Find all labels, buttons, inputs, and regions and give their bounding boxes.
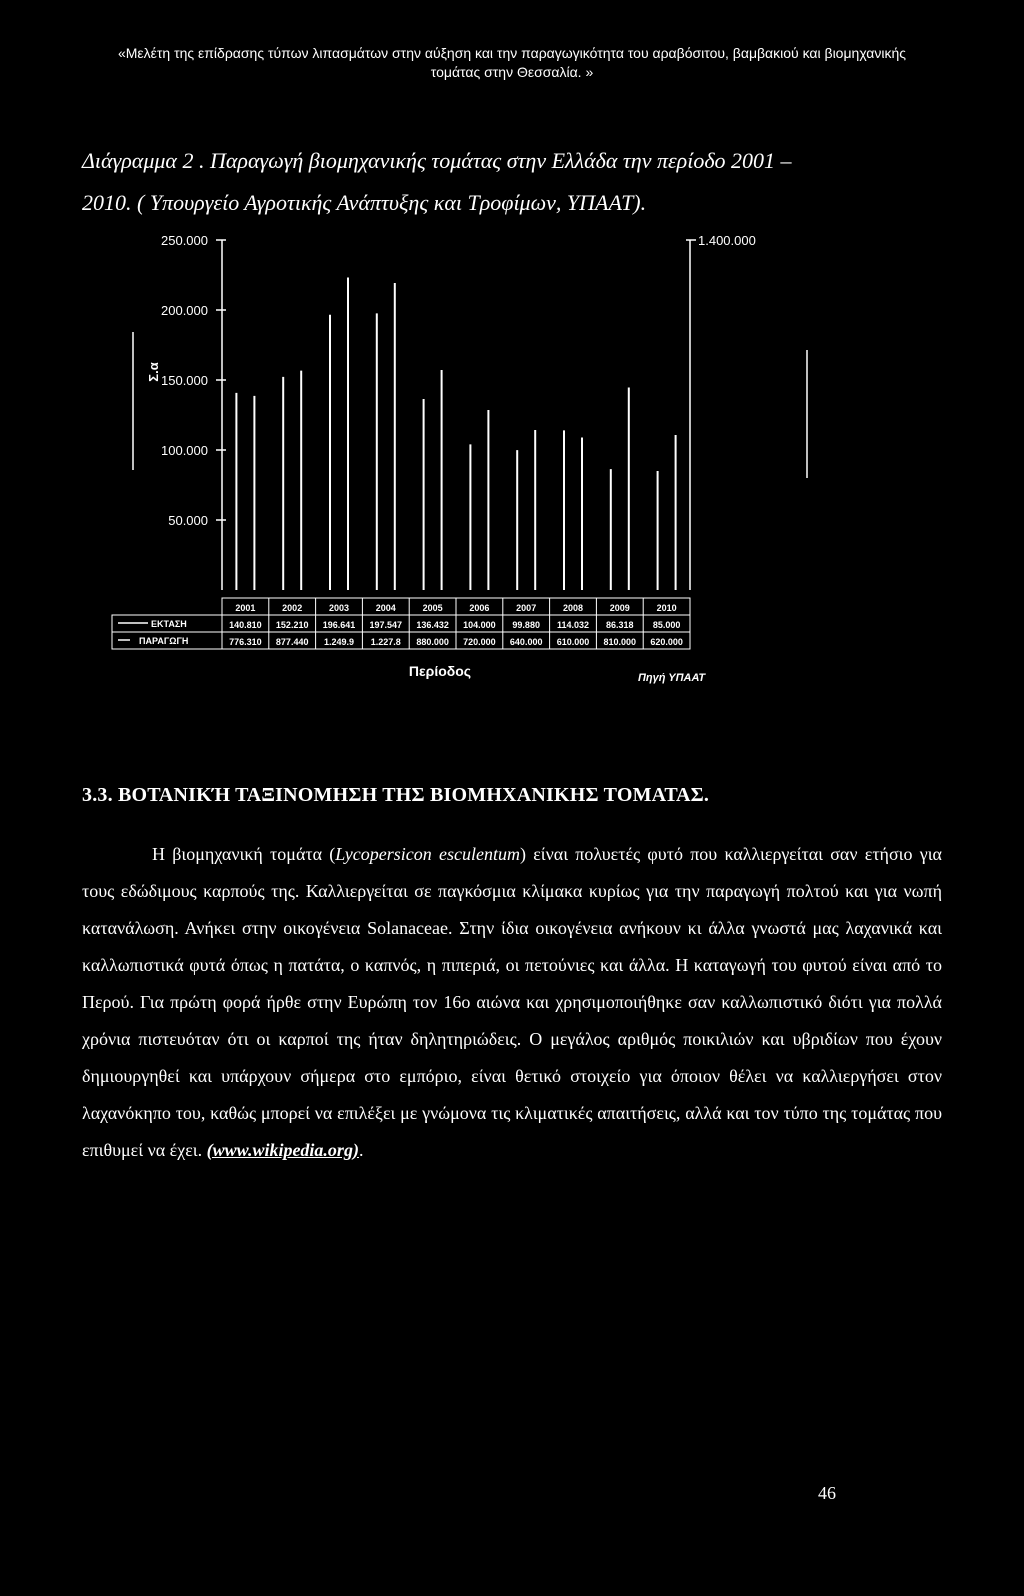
right-axis-tick-label: 1.400.000 (698, 233, 756, 248)
body-intro: Η βιομηχανική τομάτα ( (152, 844, 336, 864)
left-axis-tick-label: 50.000 (168, 513, 208, 528)
left-axis-label: Σ.α (146, 362, 161, 382)
caption-line-2: 2010. ( Υπουργείο Αγροτικής Ανάπτυξης και Τροφίμων, ΥΠΑΑΤ). (82, 190, 647, 215)
table-area-value: 197.547 (369, 620, 403, 630)
production-chart (0, 0, 1024, 700)
legend-area-label: ΕΚΤΑΣΗ (151, 619, 187, 629)
left-axis-tick-label: 150.000 (161, 373, 208, 388)
section-heading: 3.3. ΒΟΤΑΝΙΚΉ ΤΑΞΙΝΟΜΗΣΗ ΤΗΣ ΒΙΟΜΗΧΑΝΙΚΗΣ ΤΟΜΑΤΑΣ. (82, 784, 710, 806)
left-axis-tick-label: 100.000 (161, 443, 208, 458)
page-number: 46 (818, 1483, 836, 1503)
body-end: . (358, 1140, 364, 1160)
table-area-value: 140.810 (229, 620, 262, 630)
legend-production-label: ΠΑΡΑΓΩΓΗ (139, 636, 189, 646)
x-axis-label: Περίοδος (408, 663, 472, 679)
table-production-value: 620.000 (650, 637, 683, 647)
table-production-value: 610.000 (556, 637, 590, 647)
table-production-value: 1.227.8 (370, 637, 401, 647)
header-line-1: «Μελέτη της επίδρασης τύπων λιπασμάτων στην αύξηση και την παραγωγικότητα του αραβόσιτου, βαμβακιού και βιομηχανικής (117, 45, 907, 61)
table-area-value: 114.032 (556, 620, 590, 630)
table-production-value: 880.000 (416, 637, 449, 647)
table-year: 2006 (469, 603, 490, 613)
left-axis-tick-label: 250.000 (161, 233, 208, 248)
table-production-value: 776.310 (229, 637, 262, 647)
table-area-value: 85.000 (652, 620, 681, 630)
table-production-value: 810.000 (603, 637, 637, 647)
body-main: ) είναι πολυετές φυτό που καλλιεργείται σαν ετήσιο για τους εδώδιμους καρπούς της. Καλλιεργείται σε παγκόσμια κλίμακα κυρίως για την παραγωγή πολτού και για νωπή κατανάλωση. Ανήκει στην οικογένεια Solanaceae. Στην ίδια οικογένεια ανήκουν κι άλλα γνωστά μας λαχανικά και καλλωπιστικά φυτά όπως η πατάτα, ο καπνός, η πιπεριά, οι πετούνιες και άλλα. Η καταγωγή του φυτού είναι από το Περού. Για πρώτη φορά ήρθε στην Ευρώπη τον 16ο αιώνα και χρησιμοποιήθηκε σαν καλλωπιστικό διότι για πολλά χρόνια πιστευόταν ότι οι καρποί της ήταν δηλητηριώδεις. Ο μεγάλος αριθμός ποικιλιών και υβριδίων που έχουν δημιουργηθεί και υπάρχουν σήμερα στο εμπόριο, είναι θετικό στοιχείο για όποιον θέλει να καλλιεργήσει στον λαχανόκηπο του, καθώς μπορεί να επιλέξει με γνώμονα τις κλιματικές απαιτήσεις, αλλά και τον τύπο της τομάτας που επιθυμεί να έχει. (82, 844, 942, 1160)
table-year: 2003 (328, 603, 350, 613)
table-area-value: 86.318 (606, 620, 634, 630)
table-year: 2010 (656, 603, 677, 613)
table-year: 2004 (375, 603, 396, 613)
table-area-value: 99.880 (512, 620, 540, 630)
table-year: 2007 (516, 603, 537, 613)
table-year: 2008 (562, 603, 584, 613)
table-production-value: 640.000 (509, 637, 543, 647)
header-line-2: τομάτας στην Θεσσαλία. » (430, 64, 594, 80)
latin-name: Lycopersicon esculentum (335, 844, 520, 864)
table-production-value: 720.000 (463, 637, 496, 647)
table-year: 2009 (609, 603, 630, 613)
table-area-value: 104.000 (463, 620, 496, 630)
left-axis-tick-label: 200.000 (161, 303, 208, 318)
table-year: 2001 (235, 603, 256, 613)
table-production-value: 1.249.9 (323, 637, 355, 647)
table-area-value: 152.210 (275, 620, 309, 630)
table-year: 2005 (422, 603, 443, 613)
wikipedia-link[interactable]: (www.wikipedia.org) (206, 1140, 359, 1160)
table-production-value: 877.440 (275, 637, 309, 647)
table-area-value: 196.641 (322, 620, 356, 630)
table-year: 2002 (282, 603, 303, 613)
chart-source: Πηγή ΥΠΑΑΤ (638, 672, 706, 684)
table-area-value: 136.432 (416, 620, 449, 630)
body-paragraph (82, 836, 942, 1169)
caption-line-1: Διάγραμμα 2 . Παραγωγή βιομηχανικής τομάτας στην Ελλάδα την περίοδο 2001 – (82, 148, 792, 173)
